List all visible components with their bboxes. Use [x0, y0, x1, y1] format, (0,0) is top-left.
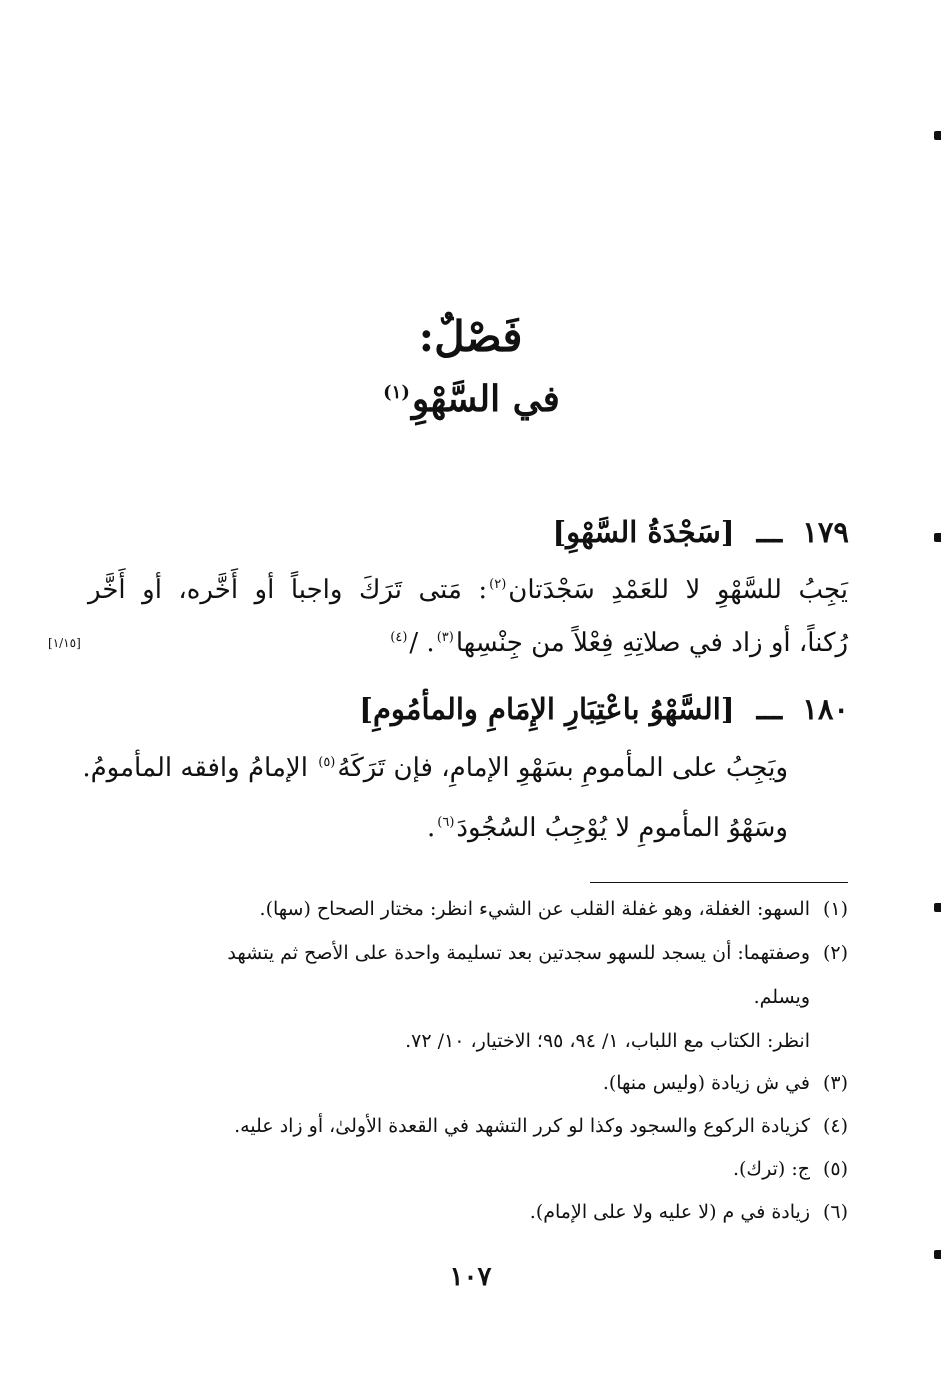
margin-mark: [934, 533, 941, 542]
footnote: [733, 1158, 848, 1180]
body-text: : مَتى تَرَكَ واجباً أو أَخَّره، أو أَخَّر: [88, 575, 488, 605]
section-heading-180: [359, 692, 849, 726]
body-text: رُكناً، أو زاد في صلاتِهِ فِعْلاً من جِنْسِها: [455, 628, 848, 658]
footnote-number: (٢): [822, 942, 848, 964]
footnote-ref: (٤): [390, 630, 408, 646]
footnote: [603, 1072, 848, 1094]
footnote-number: (٥): [822, 1158, 848, 1180]
footnote: [227, 942, 848, 964]
body-line: [88, 575, 848, 605]
chapter-heading: [0, 312, 941, 361]
section-title: [السَّهْوُ باعْتِبَارِ الإِمَامِ والمأمُومِ]: [359, 692, 735, 726]
footnote-text: في ش زيادة (وليس منها).: [602, 1072, 810, 1094]
section-dash: ـــ: [756, 692, 783, 726]
footnote-text: زيادة في م (لا عليه ولا على الإمام).: [529, 1201, 810, 1223]
footnote-number: (٣): [822, 1072, 848, 1094]
footnote-ref: (٢): [489, 577, 507, 593]
chapter-subtitle: [0, 378, 941, 420]
margin-mark: [934, 1250, 941, 1259]
chapter-subtitle-text: في السَّهْوِ: [411, 378, 560, 420]
manuscript-folio-marker: [١/١٥]: [48, 636, 81, 650]
body-text: ويَجِبُ على المأمومِ بسَهْوِ الإمامِ، فإن تَرَكَهُ: [337, 753, 788, 783]
footnote-number: (٤): [822, 1115, 848, 1137]
footnote-ref: (٥): [318, 755, 336, 771]
section-dash: ـــ: [756, 515, 783, 549]
footnote-text: ج: (ترك).: [732, 1158, 810, 1180]
body-line: [82, 753, 788, 783]
section-heading-179: [552, 515, 849, 549]
margin-mark: [934, 131, 941, 140]
footnote-continuation: ويسلم.: [753, 986, 810, 1008]
section-title: [سَجْدَةُ السَّهْوِ]: [552, 515, 735, 549]
body-text: الإمامُ وافقه المأمومُ.: [82, 753, 317, 783]
body-line: [427, 813, 788, 843]
footnote: [530, 1201, 848, 1223]
footnote-number: (٦): [822, 1201, 848, 1223]
body-text: وسَهْوُ المأمومِ لا يُوْجِبُ السُجُودَ: [456, 813, 788, 843]
footnote-ref: (١): [383, 382, 410, 403]
footnote-separator: [590, 882, 848, 883]
margin-mark: [934, 903, 941, 912]
footnote-text: كزيادة الركوع والسجود وكذا لو كرر التشهد في القعدة الأولىٰ، أو زاد عليه.: [234, 1115, 810, 1137]
chapter-heading-text: فَصْلٌ:: [418, 312, 523, 361]
body-line: [388, 628, 848, 658]
footnote-ref: (٣): [436, 630, 454, 646]
footnote-text: السهو: الغفلة، وهو غفلة القلب عن الشيء انظر: مختار الصحاح (سها).: [259, 898, 810, 920]
page-number: ١٠٧: [449, 1262, 492, 1292]
footnote-text: وصفتهما: أن يسجد للسهو سجدتين بعد تسليمة واحدة على الأصح ثم يتشهد: [227, 942, 810, 964]
footnote-continuation: انظر: الكتاب مع اللباب، ١/ ٩٤، ٩٥؛ الاختيار، ١٠/ ٧٢.: [405, 1030, 810, 1052]
section-number: ١٧٩: [802, 515, 849, 549]
body-text: .: [426, 813, 436, 843]
footnote: [260, 898, 848, 920]
body-text: يَجِبُ للسَّهْوِ لا للعَمْدِ سَجْدَتان: [508, 575, 849, 605]
body-text: . /: [409, 628, 435, 658]
footnote-number: (١): [822, 898, 848, 920]
footnote-ref: (٦): [437, 815, 455, 831]
section-number: ١٨٠: [802, 692, 849, 726]
footnote: [234, 1115, 848, 1137]
